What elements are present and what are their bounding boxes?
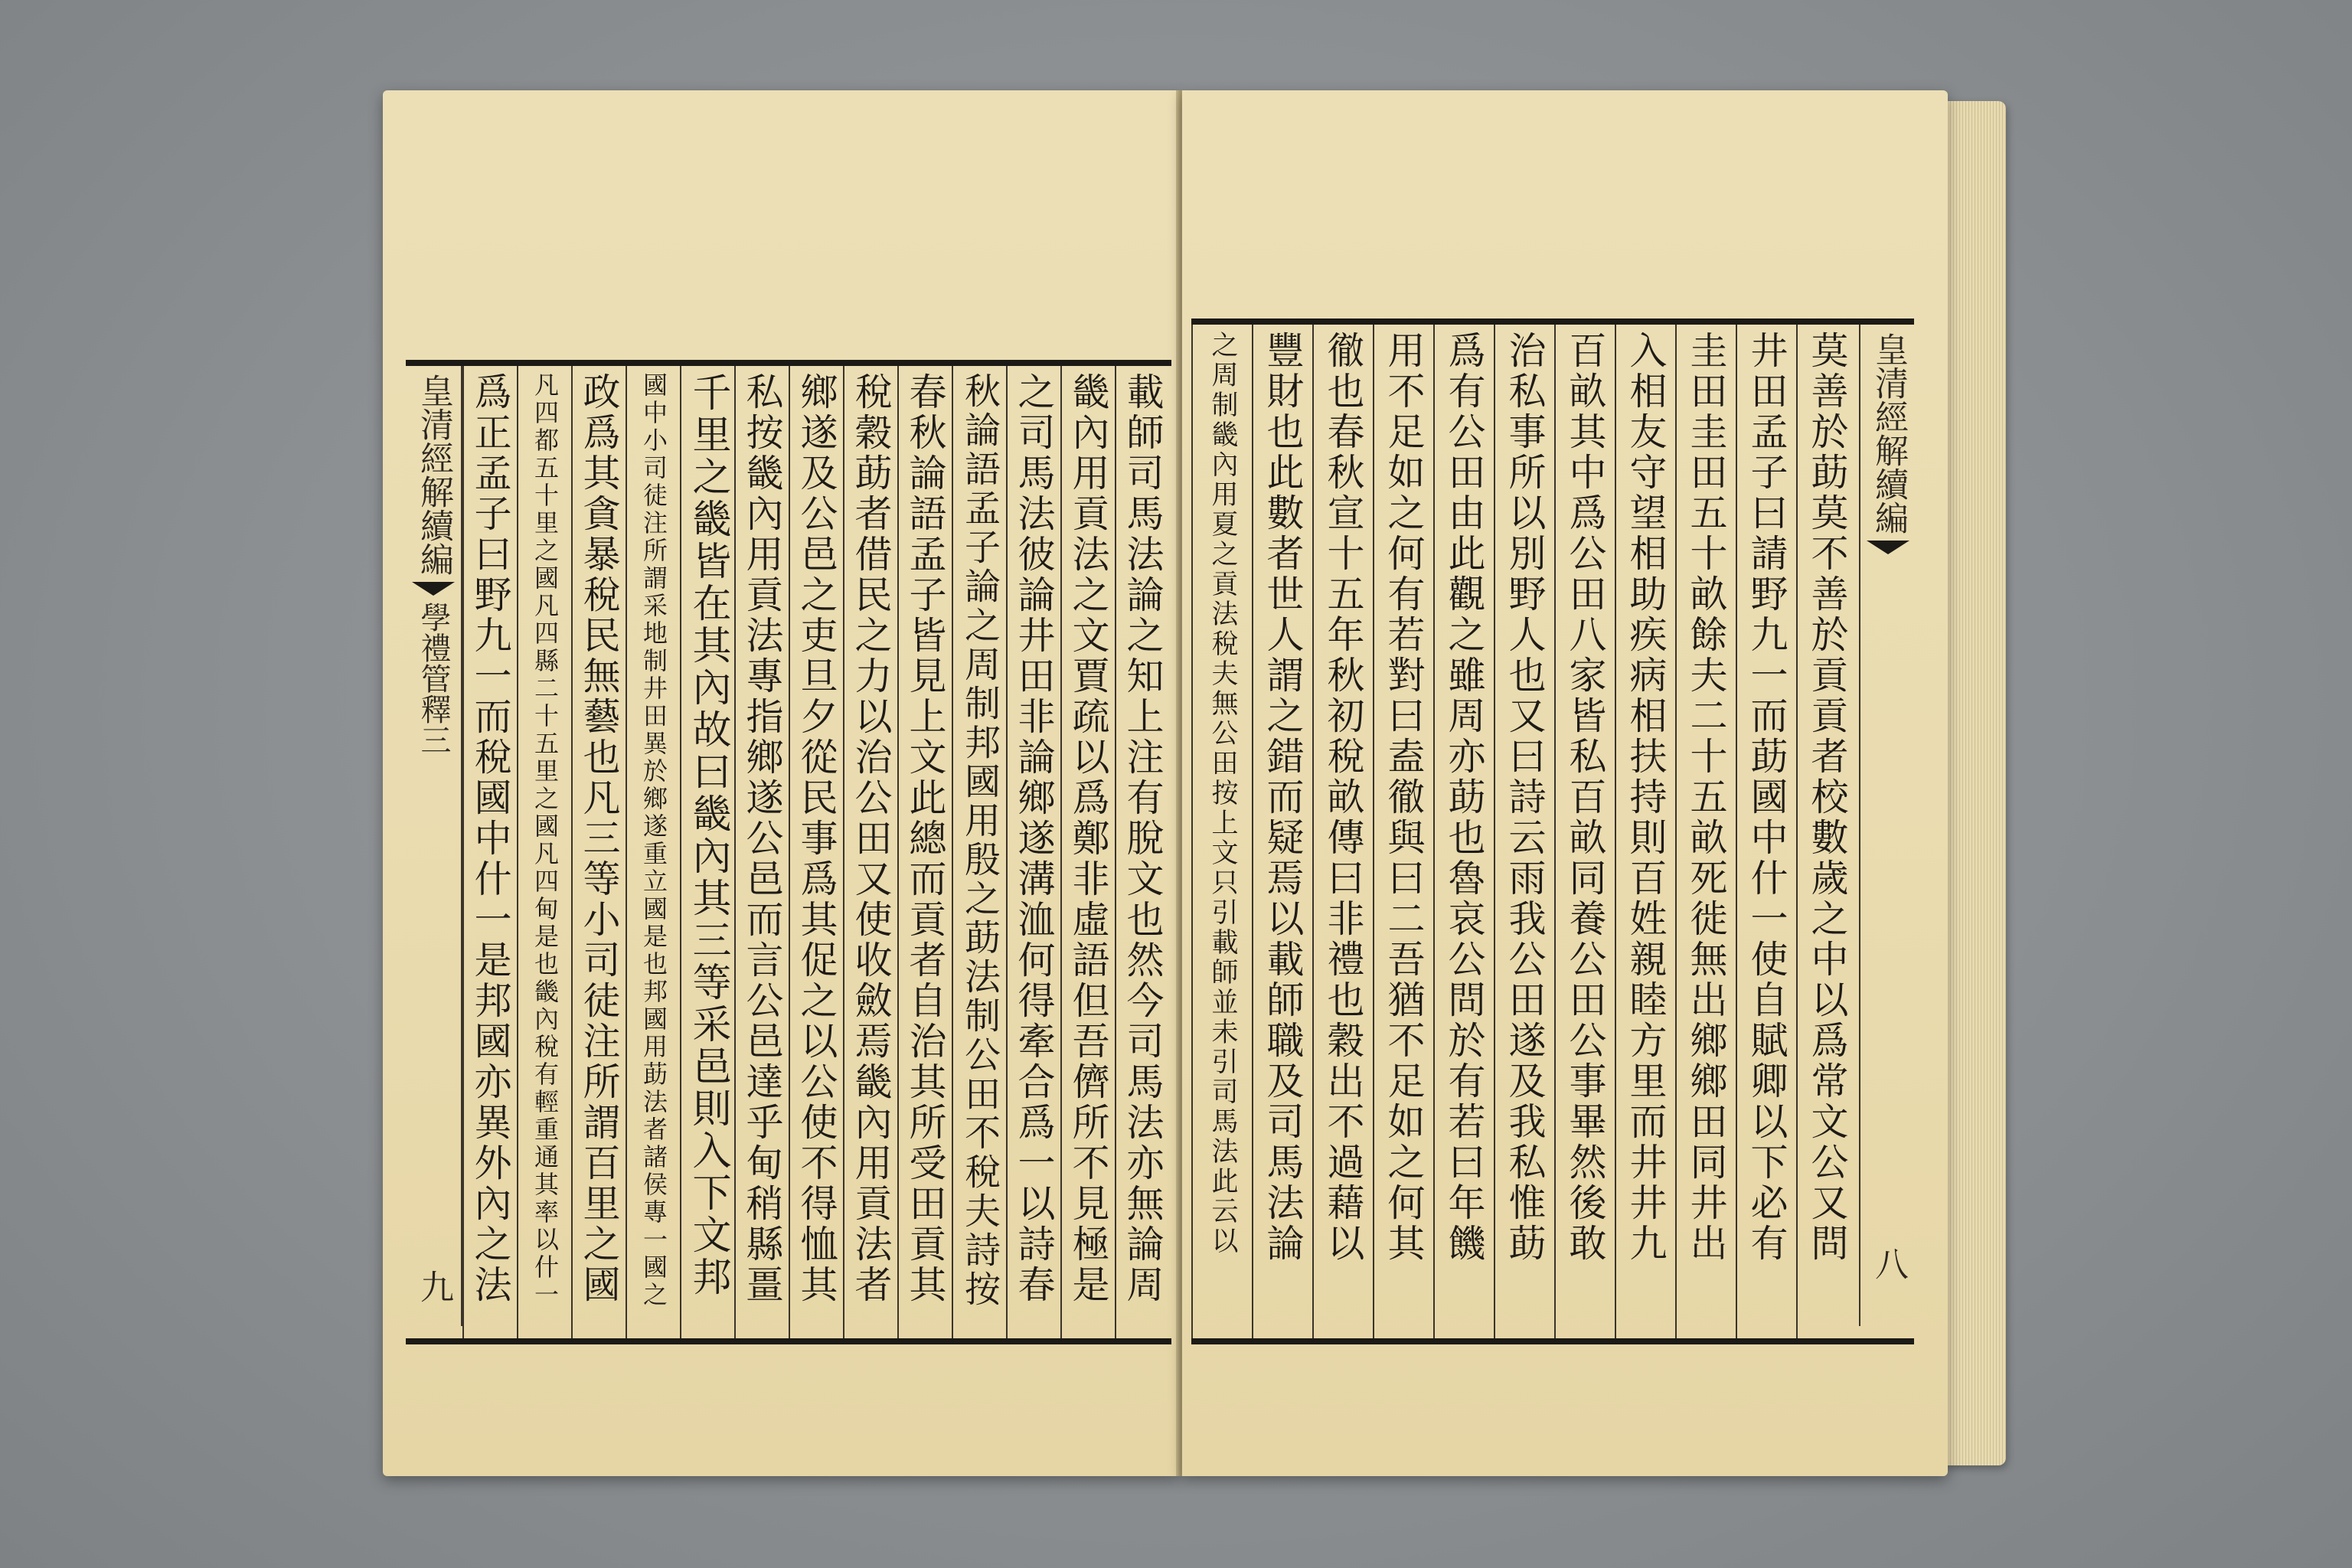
- right-margin-title: 皇清經解續編: [1869, 332, 1908, 534]
- right-page-number: 八: [1869, 1246, 1908, 1280]
- right-page: [1182, 90, 1948, 1476]
- text-column: [571, 366, 626, 1338]
- text-column: [789, 366, 843, 1338]
- text-column: [1615, 325, 1675, 1338]
- left-fishtail-mark: [412, 582, 455, 596]
- column-text: 爲有公田由此觀之雖周亦莇也魯哀公問於有若曰年饑: [1442, 331, 1486, 1264]
- text-column: [1675, 325, 1736, 1338]
- column-text: 千里之畿皆在其內故曰畿內其三等采邑則入下文邦: [685, 372, 730, 1298]
- text-column: [1060, 366, 1115, 1338]
- text-column: [1373, 325, 1433, 1338]
- text-column: [462, 366, 517, 1338]
- column-text: 豐財也此數者世人謂之錯而疑焉以載師職及司馬法論: [1261, 331, 1305, 1264]
- column-text: 之司馬法彼論井田非論鄉遂溝洫何得牽合爲一以詩春: [1012, 372, 1056, 1305]
- column-text: 圭田圭田五十畝餘夫二十五畝死徙無出鄉鄉田同井出: [1684, 331, 1728, 1264]
- text-column: [626, 366, 680, 1338]
- text-column: [517, 366, 571, 1338]
- text-column: [843, 366, 897, 1338]
- open-book: [383, 90, 2006, 1476]
- text-column: [1796, 325, 1857, 1338]
- column-text: 之周制畿內用夏之貢法稅夫無公田按上文只引載師並未引司馬法此云以: [1207, 331, 1238, 1256]
- page-edges: [1945, 101, 2006, 1465]
- right-margin-label: [1859, 325, 1916, 1326]
- text-column: [1006, 366, 1060, 1338]
- right-fishtail-mark: [1867, 541, 1909, 554]
- column-text: 私按畿內用貢法專指鄉遂公邑而言公邑達乎甸稍縣畺: [740, 372, 784, 1305]
- text-column: [1554, 325, 1615, 1338]
- column-text: 春秋論語孟子皆見上文此總而貢者自治其所受田貢其: [903, 372, 947, 1305]
- left-text-frame: [406, 360, 1171, 1344]
- column-text: 爲正孟子曰野九一而稅國中什一是邦國亦異外內之法: [469, 372, 512, 1305]
- left-page: [383, 90, 1179, 1476]
- text-column: [1312, 325, 1373, 1338]
- text-column: [734, 366, 789, 1338]
- left-margin-title: 皇清經解續編: [414, 374, 453, 576]
- text-column: [1433, 325, 1494, 1338]
- column-text: 政爲其貪暴稅民無藝也凡三等小司徒注所謂百里之國: [577, 372, 621, 1305]
- column-text: 井田孟子曰請野九一而莇國中什一使自賦卿以下必有: [1745, 331, 1788, 1264]
- column-text: 用不足如之何有若對曰盍徹與曰二吾猶不足如之何其: [1382, 331, 1426, 1264]
- left-page-number: 九: [414, 1269, 453, 1303]
- column-text: 莫善於莇莫不善於貢貢者校數歲之中以爲常文公又問: [1805, 331, 1849, 1264]
- text-column: [1191, 325, 1252, 1338]
- text-column: [897, 366, 952, 1338]
- column-text: 凡四都五十里之國凡四縣二十五里之國凡四甸是也畿內稅有輕重通其率以什一: [531, 372, 560, 1309]
- column-text: 載師司馬法論之知上注有脫文也然今司馬法亦無論周: [1121, 372, 1165, 1305]
- column-text: 國中小司徒注所謂采地制井田異於鄉遂重立國是也邦國用莇法者諸侯專一國之: [639, 372, 668, 1309]
- right-columns: [1191, 325, 1857, 1338]
- column-text: 治私事所以別野人也又曰詩云雨我公田遂及我私惟莇: [1503, 331, 1547, 1264]
- text-column: [680, 366, 734, 1338]
- column-text: 百畝其中爲公田八家皆私百畝同養公田公事畢然後敢: [1563, 331, 1607, 1264]
- left-columns: [462, 366, 1169, 1338]
- column-text: 徹也春秋宣十五年秋初稅畝傳曰非禮也穀出不過藉以: [1321, 331, 1365, 1264]
- column-text: 秋論語孟子論之周制邦國用殷之莇法制公田不稅夫詩按: [959, 372, 1001, 1309]
- text-column: [1252, 325, 1312, 1338]
- column-text: 入相友守望相助疾病相扶持則百姓親睦方里而井井九: [1624, 331, 1668, 1264]
- text-column: [1494, 325, 1554, 1338]
- column-text: 鄉遂及公邑之吏旦夕從民事爲其促之以公使不得恤其: [795, 372, 838, 1305]
- text-column: [952, 366, 1006, 1338]
- left-margin-label: [406, 366, 462, 1326]
- right-text-frame: [1191, 318, 1914, 1344]
- text-column: [1736, 325, 1796, 1338]
- text-column: [1115, 366, 1169, 1338]
- column-text: 稅穀莇者借民之力以治公田又使收斂焉畿內用貢法者: [849, 372, 893, 1305]
- left-margin-subtitle: 學禮管釋三: [416, 602, 451, 755]
- column-text: 畿內用貢法之文賈疏以爲鄭非虛語但吾儕所不見極是: [1067, 372, 1110, 1305]
